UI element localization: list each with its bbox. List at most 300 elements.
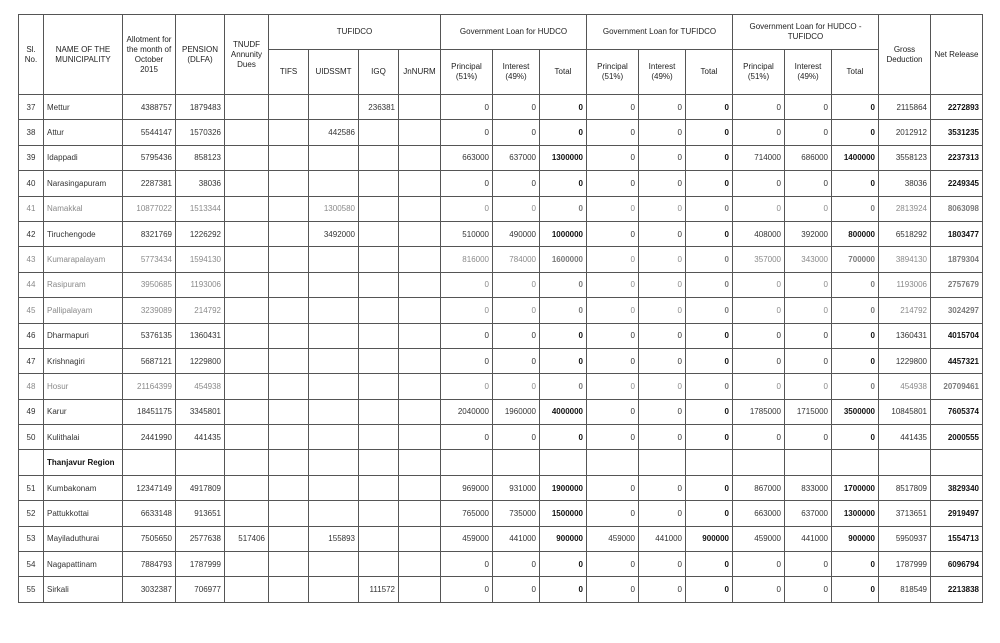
cell-sl-no: 38 <box>19 120 44 145</box>
cell-tufidco-total: 0 <box>686 501 733 526</box>
cell-igq <box>359 221 399 246</box>
cell-tufidco-total: 0 <box>686 272 733 297</box>
cell-hudco-tufidco-interest: 0 <box>785 272 832 297</box>
cell-tufidco-interest: 441000 <box>639 526 686 551</box>
cell-hudco-tufidco-principal: 0 <box>733 348 785 373</box>
cell-hudco-principal: 0 <box>441 196 493 221</box>
cell-municipality-name: Sirkali <box>44 577 123 602</box>
cell-hudco-principal: 0 <box>441 577 493 602</box>
cell-tnudf <box>225 221 269 246</box>
cell-hudco-principal: 0 <box>441 95 493 120</box>
cell-tifs <box>269 298 309 323</box>
cell-hudco-tufidco-principal: 0 <box>733 323 785 348</box>
cell-gross-deduction: 3713651 <box>879 501 931 526</box>
table-row <box>19 501 983 526</box>
cell-uidssmt: 3492000 <box>309 221 359 246</box>
cell-municipality-name: Nagapattinam <box>44 552 123 577</box>
table-row <box>19 399 983 424</box>
cell-municipality-name: Namakkal <box>44 196 123 221</box>
cell-municipality-name: Pallipalayam <box>44 298 123 323</box>
header-pension: PENSION (DLFA) <box>176 15 225 95</box>
cell-sl-no: 47 <box>19 348 44 373</box>
cell-hudco-interest: 0 <box>493 95 540 120</box>
cell-tifs <box>269 196 309 221</box>
cell-allotment: 3950685 <box>123 272 176 297</box>
cell-tifs <box>269 323 309 348</box>
cell-igq <box>359 526 399 551</box>
cell-gross-deduction: 454938 <box>879 374 931 399</box>
cell-jnnurm <box>399 348 441 373</box>
cell-pension: 1513344 <box>176 196 225 221</box>
cell-hudco-principal: 816000 <box>441 247 493 272</box>
cell-jnnurm <box>399 323 441 348</box>
cell-hudco-tufidco-total: 800000 <box>832 221 879 246</box>
region-empty-cell <box>686 450 733 475</box>
cell-jnnurm <box>399 145 441 170</box>
table-row <box>19 577 983 602</box>
header-tufidco-interest: Interest (49%) <box>639 50 686 95</box>
cell-hudco-total: 0 <box>540 425 587 450</box>
region-empty-cell <box>269 450 309 475</box>
cell-net-release: 2272893 <box>931 95 983 120</box>
cell-tufidco-interest: 0 <box>639 552 686 577</box>
cell-hudco-tufidco-principal: 0 <box>733 577 785 602</box>
cell-tnudf <box>225 171 269 196</box>
cell-hudco-total: 1600000 <box>540 247 587 272</box>
cell-uidssmt <box>309 501 359 526</box>
cell-hudco-interest: 0 <box>493 577 540 602</box>
cell-sl-no: 42 <box>19 221 44 246</box>
cell-gross-deduction: 2813924 <box>879 196 931 221</box>
cell-tifs <box>269 399 309 424</box>
cell-net-release: 3024297 <box>931 298 983 323</box>
cell-tufidco-principal: 0 <box>587 171 639 196</box>
cell-tifs <box>269 475 309 500</box>
cell-hudco-tufidco-interest: 1715000 <box>785 399 832 424</box>
cell-uidssmt <box>309 272 359 297</box>
table-row <box>19 526 983 551</box>
cell-igq <box>359 501 399 526</box>
cell-hudco-principal: 0 <box>441 552 493 577</box>
cell-tufidco-total: 0 <box>686 145 733 170</box>
cell-hudco-total: 0 <box>540 552 587 577</box>
header-tnudf: TNUDF Annunity Dues <box>225 15 269 95</box>
cell-tufidco-interest: 0 <box>639 196 686 221</box>
cell-gross-deduction: 2115864 <box>879 95 931 120</box>
cell-gross-deduction: 1360431 <box>879 323 931 348</box>
cell-gross-deduction: 214792 <box>879 298 931 323</box>
cell-pension: 1787999 <box>176 552 225 577</box>
cell-hudco-tufidco-interest: 686000 <box>785 145 832 170</box>
cell-tnudf <box>225 577 269 602</box>
cell-hudco-tufidco-principal: 714000 <box>733 145 785 170</box>
cell-hudco-tufidco-total: 1700000 <box>832 475 879 500</box>
cell-hudco-interest: 0 <box>493 120 540 145</box>
header-tufidco-principal: Principal (51%) <box>587 50 639 95</box>
cell-gross-deduction: 2012912 <box>879 120 931 145</box>
table-row <box>19 323 983 348</box>
cell-hudco-interest: 0 <box>493 272 540 297</box>
cell-tnudf <box>225 298 269 323</box>
cell-hudco-interest: 0 <box>493 425 540 450</box>
cell-allotment: 6633148 <box>123 501 176 526</box>
cell-tnudf <box>225 348 269 373</box>
cell-igq: 111572 <box>359 577 399 602</box>
cell-gross-deduction: 1787999 <box>879 552 931 577</box>
cell-allotment: 18451175 <box>123 399 176 424</box>
cell-tnudf <box>225 247 269 272</box>
cell-tifs <box>269 221 309 246</box>
cell-hudco-total: 0 <box>540 120 587 145</box>
cell-tufidco-principal: 0 <box>587 145 639 170</box>
cell-allotment: 7505650 <box>123 526 176 551</box>
cell-uidssmt <box>309 552 359 577</box>
cell-tnudf <box>225 425 269 450</box>
cell-allotment: 2287381 <box>123 171 176 196</box>
cell-hudco-principal: 0 <box>441 120 493 145</box>
cell-gross-deduction: 1229800 <box>879 348 931 373</box>
cell-hudco-tufidco-principal: 357000 <box>733 247 785 272</box>
cell-hudco-interest: 931000 <box>493 475 540 500</box>
cell-hudco-total: 1900000 <box>540 475 587 500</box>
cell-hudco-tufidco-total: 0 <box>832 425 879 450</box>
cell-tufidco-total: 0 <box>686 298 733 323</box>
cell-hudco-tufidco-interest: 0 <box>785 348 832 373</box>
cell-hudco-total: 0 <box>540 323 587 348</box>
cell-tufidco-total: 0 <box>686 171 733 196</box>
cell-hudco-interest: 735000 <box>493 501 540 526</box>
cell-igq <box>359 323 399 348</box>
cell-pension: 4917809 <box>176 475 225 500</box>
cell-municipality-name: Rasipuram <box>44 272 123 297</box>
cell-tufidco-interest: 0 <box>639 323 686 348</box>
cell-hudco-tufidco-total: 0 <box>832 196 879 221</box>
cell-tufidco-principal: 0 <box>587 323 639 348</box>
header-igq: IGQ <box>359 50 399 95</box>
cell-hudco-principal: 0 <box>441 298 493 323</box>
header-gross-deduction: Gross Deduction <box>879 15 931 95</box>
cell-net-release: 4457321 <box>931 348 983 373</box>
cell-net-release: 6096794 <box>931 552 983 577</box>
cell-net-release: 1803477 <box>931 221 983 246</box>
cell-hudco-total: 0 <box>540 95 587 120</box>
cell-jnnurm <box>399 374 441 399</box>
cell-tnudf <box>225 120 269 145</box>
cell-hudco-interest: 490000 <box>493 221 540 246</box>
cell-municipality-name: Tiruchengode <box>44 221 123 246</box>
cell-uidssmt <box>309 577 359 602</box>
cell-gross-deduction: 6518292 <box>879 221 931 246</box>
cell-tifs <box>269 272 309 297</box>
table-row <box>19 475 983 500</box>
cell-hudco-total: 1500000 <box>540 501 587 526</box>
cell-hudco-principal: 969000 <box>441 475 493 500</box>
header-hudco-principal: Principal (51%) <box>441 50 493 95</box>
cell-net-release: 1554713 <box>931 526 983 551</box>
cell-hudco-principal: 663000 <box>441 145 493 170</box>
cell-hudco-tufidco-principal: 0 <box>733 425 785 450</box>
cell-hudco-tufidco-interest: 0 <box>785 298 832 323</box>
cell-hudco-principal: 765000 <box>441 501 493 526</box>
cell-igq <box>359 348 399 373</box>
region-empty-cell <box>931 450 983 475</box>
cell-hudco-total: 0 <box>540 577 587 602</box>
cell-municipality-name: Mayiladuthurai <box>44 526 123 551</box>
cell-sl-no: 50 <box>19 425 44 450</box>
cell-hudco-tufidco-total: 1300000 <box>832 501 879 526</box>
cell-hudco-tufidco-interest: 0 <box>785 323 832 348</box>
cell-sl-no: 43 <box>19 247 44 272</box>
cell-tnudf <box>225 399 269 424</box>
cell-hudco-tufidco-principal: 0 <box>733 298 785 323</box>
cell-hudco-tufidco-interest: 343000 <box>785 247 832 272</box>
cell-tnudf <box>225 374 269 399</box>
region-header-row <box>19 450 983 475</box>
cell-hudco-tufidco-interest: 0 <box>785 196 832 221</box>
cell-uidssmt <box>309 399 359 424</box>
cell-tufidco-total: 0 <box>686 95 733 120</box>
cell-igq <box>359 298 399 323</box>
cell-tufidco-principal: 0 <box>587 577 639 602</box>
cell-net-release: 7605374 <box>931 399 983 424</box>
cell-gross-deduction: 3894130 <box>879 247 931 272</box>
cell-hudco-tufidco-interest: 0 <box>785 120 832 145</box>
cell-jnnurm <box>399 196 441 221</box>
cell-gross-deduction: 8517809 <box>879 475 931 500</box>
header-hudco-interest: Interest (49%) <box>493 50 540 95</box>
cell-tifs <box>269 95 309 120</box>
header-tifs: TIFS <box>269 50 309 95</box>
cell-pension: 1193006 <box>176 272 225 297</box>
cell-hudco-tufidco-principal: 0 <box>733 374 785 399</box>
cell-tufidco-interest: 0 <box>639 221 686 246</box>
cell-hudco-tufidco-interest: 0 <box>785 95 832 120</box>
cell-igq <box>359 272 399 297</box>
cell-hudco-tufidco-principal: 867000 <box>733 475 785 500</box>
cell-igq <box>359 196 399 221</box>
cell-uidssmt <box>309 298 359 323</box>
cell-sl-no: 46 <box>19 323 44 348</box>
cell-pension: 441435 <box>176 425 225 450</box>
table-row <box>19 374 983 399</box>
cell-uidssmt: 442586 <box>309 120 359 145</box>
cell-net-release: 20709461 <box>931 374 983 399</box>
cell-hudco-tufidco-total: 0 <box>832 348 879 373</box>
cell-hudco-principal: 2040000 <box>441 399 493 424</box>
cell-igq <box>359 374 399 399</box>
cell-tnudf <box>225 475 269 500</box>
cell-tifs <box>269 552 309 577</box>
cell-allotment: 8321769 <box>123 221 176 246</box>
header-gov-loan-hudco-tufidco: Government Loan for HUDCO - TUFIDCO <box>733 15 879 50</box>
cell-hudco-interest: 0 <box>493 552 540 577</box>
cell-gross-deduction: 1193006 <box>879 272 931 297</box>
table-row <box>19 552 983 577</box>
header-municipality: NAME OF THE MUNICIPALITY <box>44 15 123 95</box>
cell-tifs <box>269 374 309 399</box>
cell-gross-deduction: 10845801 <box>879 399 931 424</box>
cell-tifs <box>269 171 309 196</box>
cell-hudco-interest: 0 <box>493 374 540 399</box>
cell-hudco-tufidco-principal: 0 <box>733 171 785 196</box>
cell-pension: 913651 <box>176 501 225 526</box>
cell-sl-no: 39 <box>19 145 44 170</box>
cell-hudco-tufidco-interest: 392000 <box>785 221 832 246</box>
table-row <box>19 145 983 170</box>
cell-tufidco-interest: 0 <box>639 95 686 120</box>
cell-jnnurm <box>399 221 441 246</box>
table-row <box>19 196 983 221</box>
cell-tufidco-principal: 0 <box>587 475 639 500</box>
cell-hudco-total: 4000000 <box>540 399 587 424</box>
cell-tufidco-total: 0 <box>686 247 733 272</box>
header-hudco-tufidco-total: Total <box>832 50 879 95</box>
region-empty-cell <box>587 450 639 475</box>
cell-tufidco-total: 0 <box>686 323 733 348</box>
cell-allotment: 5376135 <box>123 323 176 348</box>
cell-net-release: 8063098 <box>931 196 983 221</box>
cell-hudco-tufidco-interest: 637000 <box>785 501 832 526</box>
cell-net-release: 3829340 <box>931 475 983 500</box>
cell-tifs <box>269 526 309 551</box>
cell-hudco-interest: 0 <box>493 323 540 348</box>
region-empty-cell <box>639 450 686 475</box>
cell-igq <box>359 120 399 145</box>
header-hudco-total: Total <box>540 50 587 95</box>
table-row <box>19 425 983 450</box>
cell-allotment: 5795436 <box>123 145 176 170</box>
table-header <box>19 15 983 95</box>
cell-tufidco-principal: 0 <box>587 374 639 399</box>
cell-tufidco-principal: 0 <box>587 221 639 246</box>
region-empty-cell <box>832 450 879 475</box>
cell-hudco-tufidco-total: 700000 <box>832 247 879 272</box>
cell-sl-no: 55 <box>19 577 44 602</box>
cell-net-release: 2213838 <box>931 577 983 602</box>
cell-sl-no: 48 <box>19 374 44 399</box>
cell-tufidco-principal: 0 <box>587 501 639 526</box>
cell-tufidco-total: 0 <box>686 399 733 424</box>
header-gov-loan-hudco: Government Loan for HUDCO <box>441 15 587 50</box>
region-empty-cell <box>176 450 225 475</box>
cell-igq <box>359 425 399 450</box>
cell-tnudf <box>225 95 269 120</box>
cell-tufidco-interest: 0 <box>639 298 686 323</box>
header-gov-loan-tufidco: Government Loan for TUFIDCO <box>587 15 733 50</box>
cell-tnudf <box>225 552 269 577</box>
cell-hudco-tufidco-interest: 0 <box>785 577 832 602</box>
cell-hudco-tufidco-total: 0 <box>832 272 879 297</box>
header-uidssmt: UIDSSMT <box>309 50 359 95</box>
region-empty-cell <box>879 450 931 475</box>
cell-gross-deduction: 818549 <box>879 577 931 602</box>
cell-municipality-name: Kulithalai <box>44 425 123 450</box>
cell-jnnurm <box>399 425 441 450</box>
table-row <box>19 95 983 120</box>
cell-allotment: 2441990 <box>123 425 176 450</box>
cell-municipality-name: Narasingapuram <box>44 171 123 196</box>
cell-pension: 1879483 <box>176 95 225 120</box>
cell-pension: 3345801 <box>176 399 225 424</box>
cell-sl-no: 40 <box>19 171 44 196</box>
cell-allotment: 3032387 <box>123 577 176 602</box>
cell-pension: 1229800 <box>176 348 225 373</box>
cell-tifs <box>269 501 309 526</box>
cell-hudco-principal: 0 <box>441 171 493 196</box>
cell-municipality-name: Kumbakonam <box>44 475 123 500</box>
cell-uidssmt <box>309 475 359 500</box>
cell-hudco-total: 0 <box>540 348 587 373</box>
cell-municipality-name: Idappadi <box>44 145 123 170</box>
cell-hudco-tufidco-total: 0 <box>832 171 879 196</box>
cell-tnudf <box>225 145 269 170</box>
cell-igq <box>359 247 399 272</box>
cell-net-release: 2237313 <box>931 145 983 170</box>
cell-pension: 1360431 <box>176 323 225 348</box>
cell-igq <box>359 171 399 196</box>
cell-allotment: 7884793 <box>123 552 176 577</box>
cell-hudco-principal: 0 <box>441 425 493 450</box>
cell-jnnurm <box>399 552 441 577</box>
header-tufidco-total: Total <box>686 50 733 95</box>
cell-hudco-interest: 1960000 <box>493 399 540 424</box>
cell-tifs <box>269 145 309 170</box>
cell-tufidco-total: 0 <box>686 221 733 246</box>
cell-hudco-tufidco-total: 0 <box>832 577 879 602</box>
cell-sl-no: 49 <box>19 399 44 424</box>
cell-jnnurm <box>399 95 441 120</box>
cell-uidssmt <box>309 374 359 399</box>
cell-tufidco-total: 0 <box>686 120 733 145</box>
cell-igq <box>359 399 399 424</box>
header-allotment: Allotment for the month of October 2015 <box>123 15 176 95</box>
cell-net-release: 2919497 <box>931 501 983 526</box>
cell-tifs <box>269 425 309 450</box>
cell-tnudf <box>225 272 269 297</box>
table-row <box>19 348 983 373</box>
region-name: Thanjavur Region <box>44 450 123 475</box>
cell-tufidco-interest: 0 <box>639 425 686 450</box>
cell-tufidco-interest: 0 <box>639 247 686 272</box>
cell-hudco-tufidco-principal: 0 <box>733 552 785 577</box>
cell-pension: 858123 <box>176 145 225 170</box>
cell-hudco-total: 0 <box>540 272 587 297</box>
cell-tufidco-principal: 0 <box>587 120 639 145</box>
header-hudco-tufidco-principal: Principal (51%) <box>733 50 785 95</box>
cell-tufidco-interest: 0 <box>639 577 686 602</box>
cell-municipality-name: Mettur <box>44 95 123 120</box>
municipality-allotment-table <box>18 14 983 603</box>
cell-hudco-interest: 0 <box>493 348 540 373</box>
cell-net-release: 2000555 <box>931 425 983 450</box>
cell-municipality-name: Pattukkottai <box>44 501 123 526</box>
cell-hudco-principal: 0 <box>441 374 493 399</box>
cell-pension: 38036 <box>176 171 225 196</box>
cell-tnudf: 517406 <box>225 526 269 551</box>
cell-tufidco-principal: 0 <box>587 425 639 450</box>
cell-sl-no: 44 <box>19 272 44 297</box>
cell-tufidco-interest: 0 <box>639 374 686 399</box>
cell-tufidco-total: 0 <box>686 552 733 577</box>
cell-allotment: 3239089 <box>123 298 176 323</box>
cell-hudco-tufidco-principal: 459000 <box>733 526 785 551</box>
cell-allotment: 5544147 <box>123 120 176 145</box>
cell-igq <box>359 552 399 577</box>
cell-hudco-total: 1300000 <box>540 145 587 170</box>
cell-tufidco-total: 0 <box>686 577 733 602</box>
cell-tufidco-total: 0 <box>686 475 733 500</box>
cell-hudco-tufidco-principal: 663000 <box>733 501 785 526</box>
